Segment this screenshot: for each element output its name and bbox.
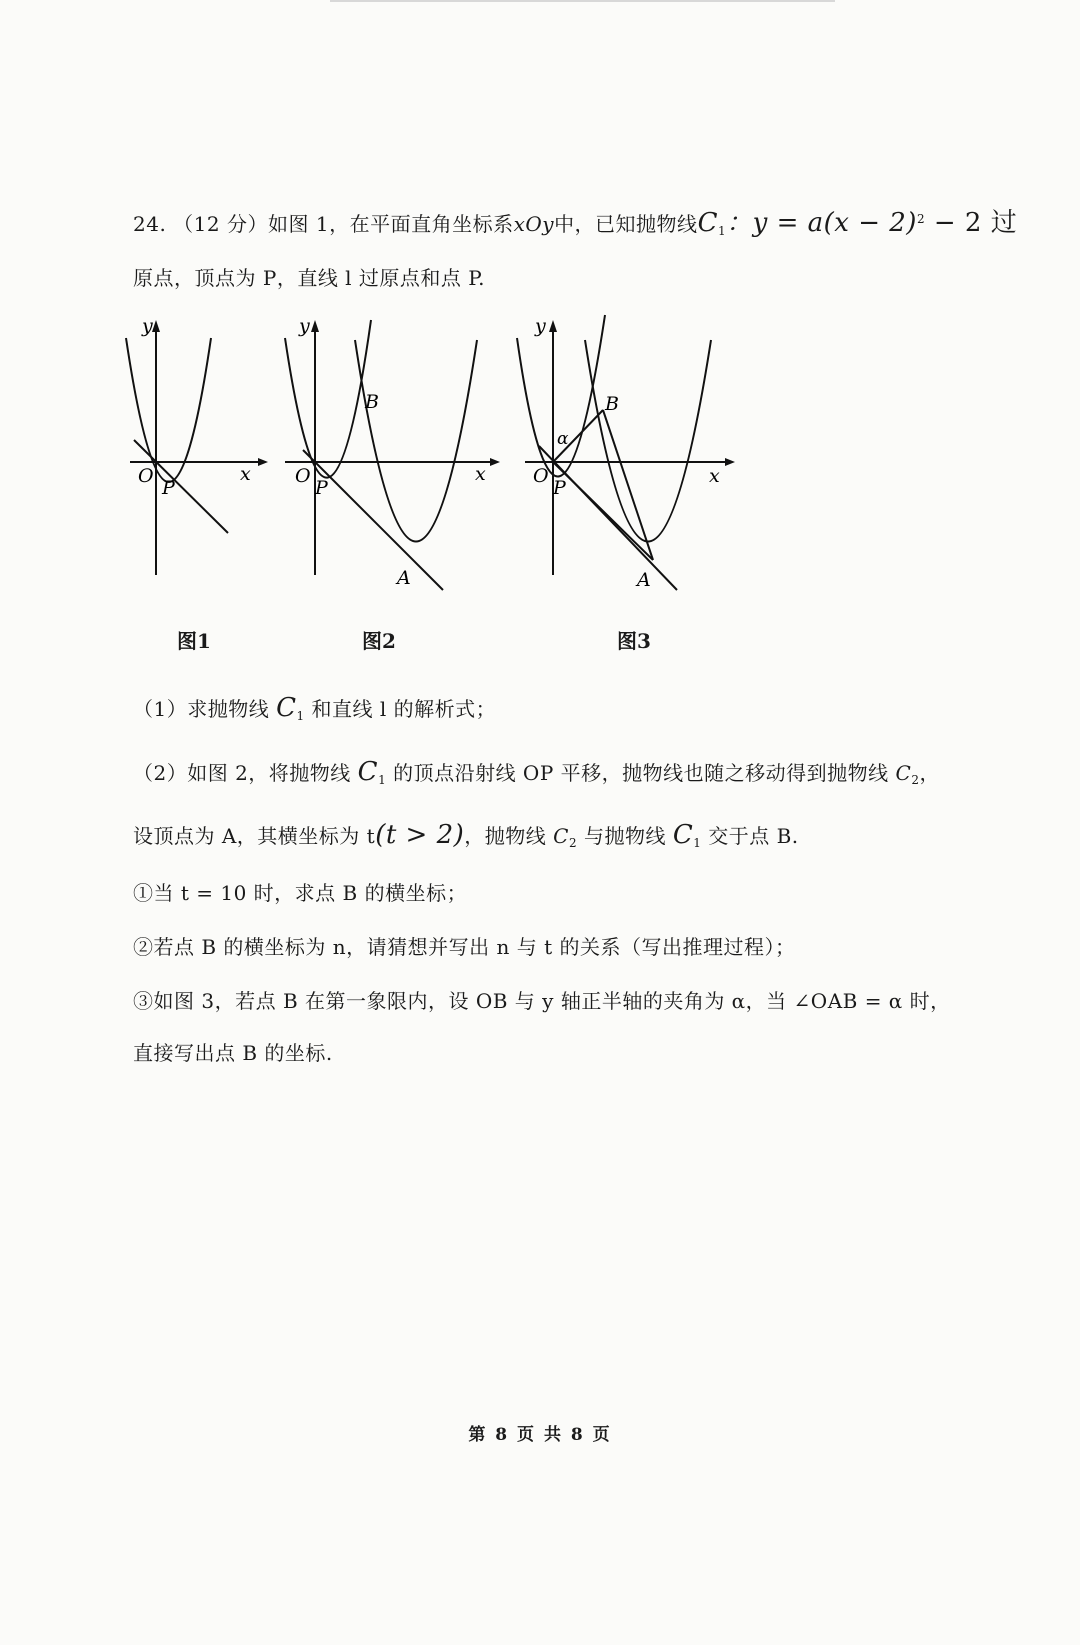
formula-part-c: − 2 过 bbox=[925, 208, 1018, 238]
fig1-label-x: x bbox=[240, 463, 251, 485]
fig1-y-arrow bbox=[152, 320, 160, 332]
fig3-segment-oa bbox=[553, 462, 653, 560]
fig3-label-a: A bbox=[637, 569, 651, 591]
problem-score: （12 分） bbox=[173, 212, 268, 236]
fig3-y-arrow bbox=[549, 320, 557, 332]
q2-line2-curve-c2: C bbox=[553, 824, 569, 848]
fig2-label-b: B bbox=[365, 391, 379, 413]
q2-line2-curve-c1: C bbox=[672, 820, 694, 850]
coordinate-system: xOy bbox=[513, 212, 555, 236]
figure-3-caption: 图3 bbox=[617, 629, 651, 653]
scan-edge-line bbox=[330, 0, 835, 2]
figure-1 bbox=[120, 315, 280, 610]
fig2-label-x: x bbox=[475, 463, 486, 485]
q2-line2-c2-subscript: 2 bbox=[568, 836, 578, 850]
fig2-parabola-c2 bbox=[355, 340, 477, 542]
sub-question-2: ②若点 B 的横坐标为 n，请猜想并写出 n 与 t 的关系（写出推理过程）； bbox=[133, 935, 796, 959]
formula-part-a: ：y = a bbox=[726, 208, 824, 238]
q2-condition: (t > 2) bbox=[375, 820, 465, 850]
sub-question-3: ③如图 3，若点 B 在第一象限内，设 OB 与 y 轴正半轴的夹角为 α，当 ∠OAB = α 时， bbox=[133, 989, 951, 1013]
problem-number: 24. bbox=[133, 212, 167, 236]
curve-c1-subscript: 1 bbox=[717, 224, 727, 238]
problem-statement-line-2: 原点，顶点为 P，直线 l 过原点和点 P. bbox=[133, 266, 486, 290]
q2-curve-c2: C bbox=[895, 761, 912, 785]
formula-exponent: 2 bbox=[916, 212, 926, 226]
question-2-line-1 bbox=[133, 757, 940, 787]
problem-statement-line-1 bbox=[133, 202, 1017, 239]
figure-1-caption: 图1 bbox=[177, 629, 211, 653]
problem-intro: 如图 1，在平面直角坐标系 bbox=[267, 212, 514, 236]
q2-line2-text-a: 设顶点为 A，其横坐标为 t bbox=[133, 824, 376, 848]
q2-curve-c2-subscript: 2 bbox=[911, 773, 920, 787]
sub-question-1: ①当 t = 10 时，求点 B 的横坐标； bbox=[133, 881, 468, 905]
fig2-label-a: A bbox=[397, 567, 411, 589]
q2-text-b: 的顶点沿射线 OP 平移，抛物线也随之移动得到抛物线 bbox=[386, 761, 896, 785]
fig2-line-op bbox=[303, 450, 443, 590]
fig3-label-o: O bbox=[533, 465, 549, 487]
q2-line2-text-b: ，抛物线 bbox=[464, 824, 554, 848]
curve-c1-name: C bbox=[697, 208, 718, 238]
q1-curve-subscript: 1 bbox=[296, 709, 305, 723]
fig2-label-y: y bbox=[299, 315, 310, 337]
q2-curve-c1: C bbox=[357, 757, 379, 787]
fig3-label-y: y bbox=[535, 315, 546, 337]
page-footer: 第 8 页 共 8 页 bbox=[468, 1425, 612, 1445]
sub-question-3-line-2: 直接写出点 B 的坐标. bbox=[133, 1041, 333, 1065]
question-2-line-2 bbox=[133, 820, 799, 850]
fig2-parabola-c1 bbox=[285, 320, 371, 478]
fig1-parabola-c1 bbox=[126, 338, 211, 482]
fig1-label-y: y bbox=[142, 315, 153, 337]
q1-text-b: 和直线 l 的解析式； bbox=[304, 697, 497, 721]
q2-curve-c1-subscript: 1 bbox=[378, 773, 387, 787]
q1-text-a: （1）求抛物线 bbox=[133, 697, 277, 721]
fig3-label-p: P bbox=[553, 477, 566, 499]
fig1-x-arrow bbox=[258, 458, 268, 466]
q2-line2-text-c: 与抛物线 bbox=[577, 824, 673, 848]
fig2-x-arrow bbox=[490, 458, 500, 466]
q2-text-a: （2）如图 2，将抛物线 bbox=[133, 761, 358, 785]
fig3-label-alpha: α bbox=[557, 429, 569, 449]
formula-part-b: (x − 2) bbox=[823, 208, 917, 238]
fig2-label-p: P bbox=[315, 477, 328, 499]
fig1-label-p: P bbox=[162, 477, 175, 499]
figure-3 bbox=[525, 315, 765, 610]
fig2-label-o: O bbox=[295, 465, 311, 487]
question-1 bbox=[133, 693, 496, 723]
q2-line2-c1-subscript: 1 bbox=[693, 836, 702, 850]
q1-curve: C bbox=[276, 693, 297, 723]
problem-intro-cont: 中，已知抛物线 bbox=[554, 212, 698, 236]
q2-end: ， bbox=[919, 761, 940, 785]
q2-line2-text-d: 交于点 B. bbox=[701, 824, 799, 848]
figure-2 bbox=[285, 315, 515, 610]
fig2-y-arrow bbox=[311, 320, 319, 332]
fig3-x-arrow bbox=[725, 458, 735, 466]
fig3-label-b: B bbox=[605, 393, 619, 415]
figure-2-caption: 图2 bbox=[362, 629, 396, 653]
fig1-label-o: O bbox=[138, 465, 154, 487]
fig3-label-x: x bbox=[709, 465, 720, 487]
